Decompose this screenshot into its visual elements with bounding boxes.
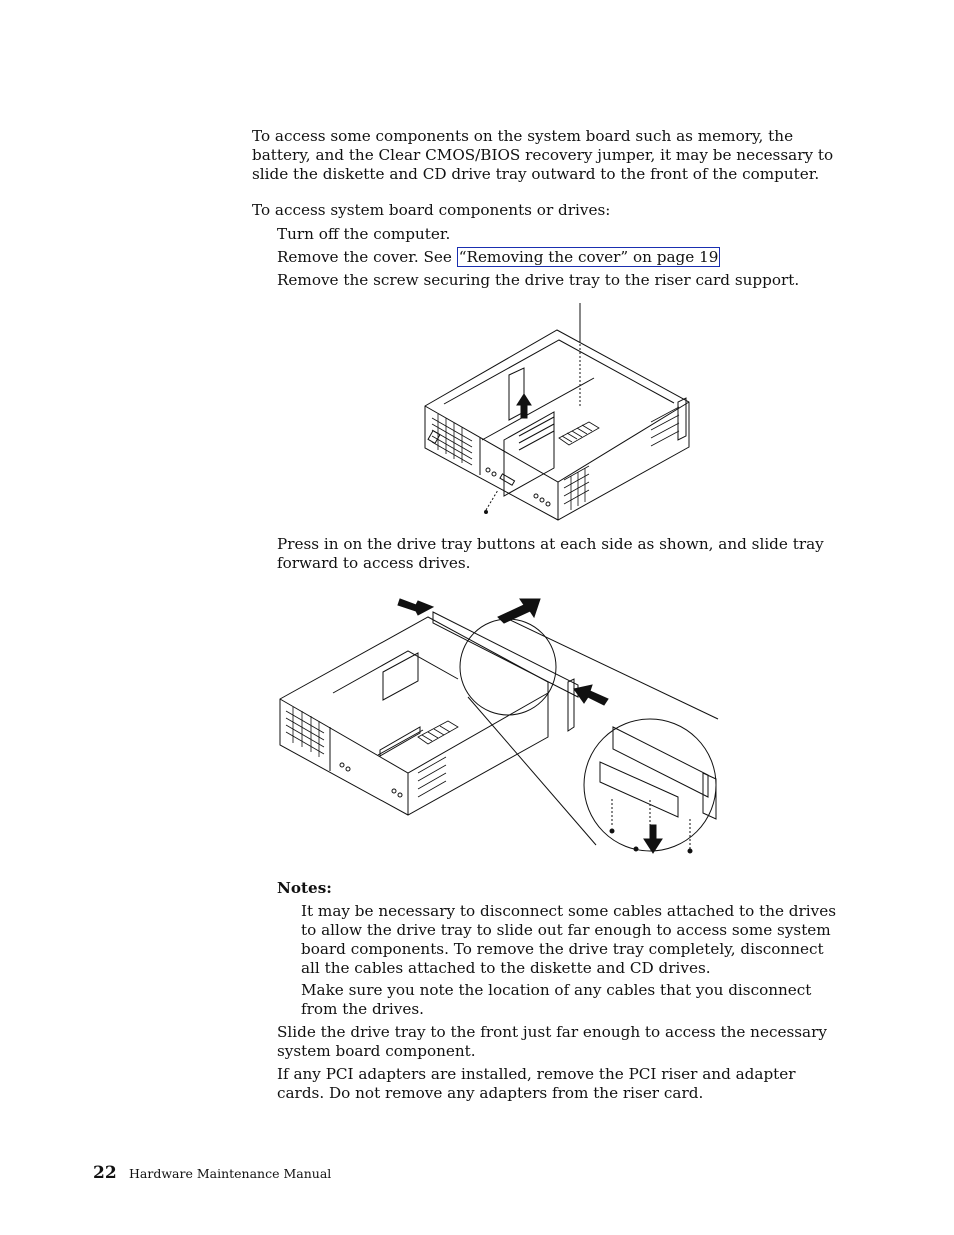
step-5: Slide the drive tray to the front just far enough to access the necessary system board component.: [277, 1023, 827, 1060]
step-4: Press in on the drive tray buttons at each side as shown, and slide tray forward to access drives.: [277, 535, 824, 572]
step-2: [277, 248, 842, 267]
note-1: It may be necessary to disconnect some cables attached to the drives to allow the drive tray to slide out far enough to access some system board components. To remove the drive tray completely, disconnect all the cables attached to the diskette and CD drives.: [301, 902, 837, 977]
note-2: Make sure you note the location of any cables that you disconnect from the drives.: [301, 981, 812, 1018]
step-2-text: Remove the cover. See: [277, 248, 457, 266]
intro-paragraph: To access some components on the system board such as memory, the battery, and the Clear CMOS/BIOS recovery jumper, it may be necessary to slide the diskette and CD drive tray outward to the front of the computer.: [252, 127, 834, 183]
drive-tray-slide-illustration: [278, 587, 722, 860]
step-6: If any PCI adapters are installed, remove the PCI riser and adapter cards. Do not remove any adapters from the riser card.: [277, 1065, 796, 1102]
screw-removal-illustration: [424, 300, 694, 522]
access-paragraph: To access system board components or drives:: [252, 201, 611, 219]
manual-title: Hardware Maintenance Manual: [129, 1166, 332, 1181]
removing-cover-link[interactable]: “Removing the cover” on page 19: [458, 248, 719, 266]
step-1: Turn off the computer.: [277, 225, 451, 243]
step-3: Remove the screw securing the drive tray to the riser card support.: [277, 271, 800, 289]
page-number: 22: [93, 1163, 117, 1183]
notes-title: Notes:: [277, 879, 332, 897]
